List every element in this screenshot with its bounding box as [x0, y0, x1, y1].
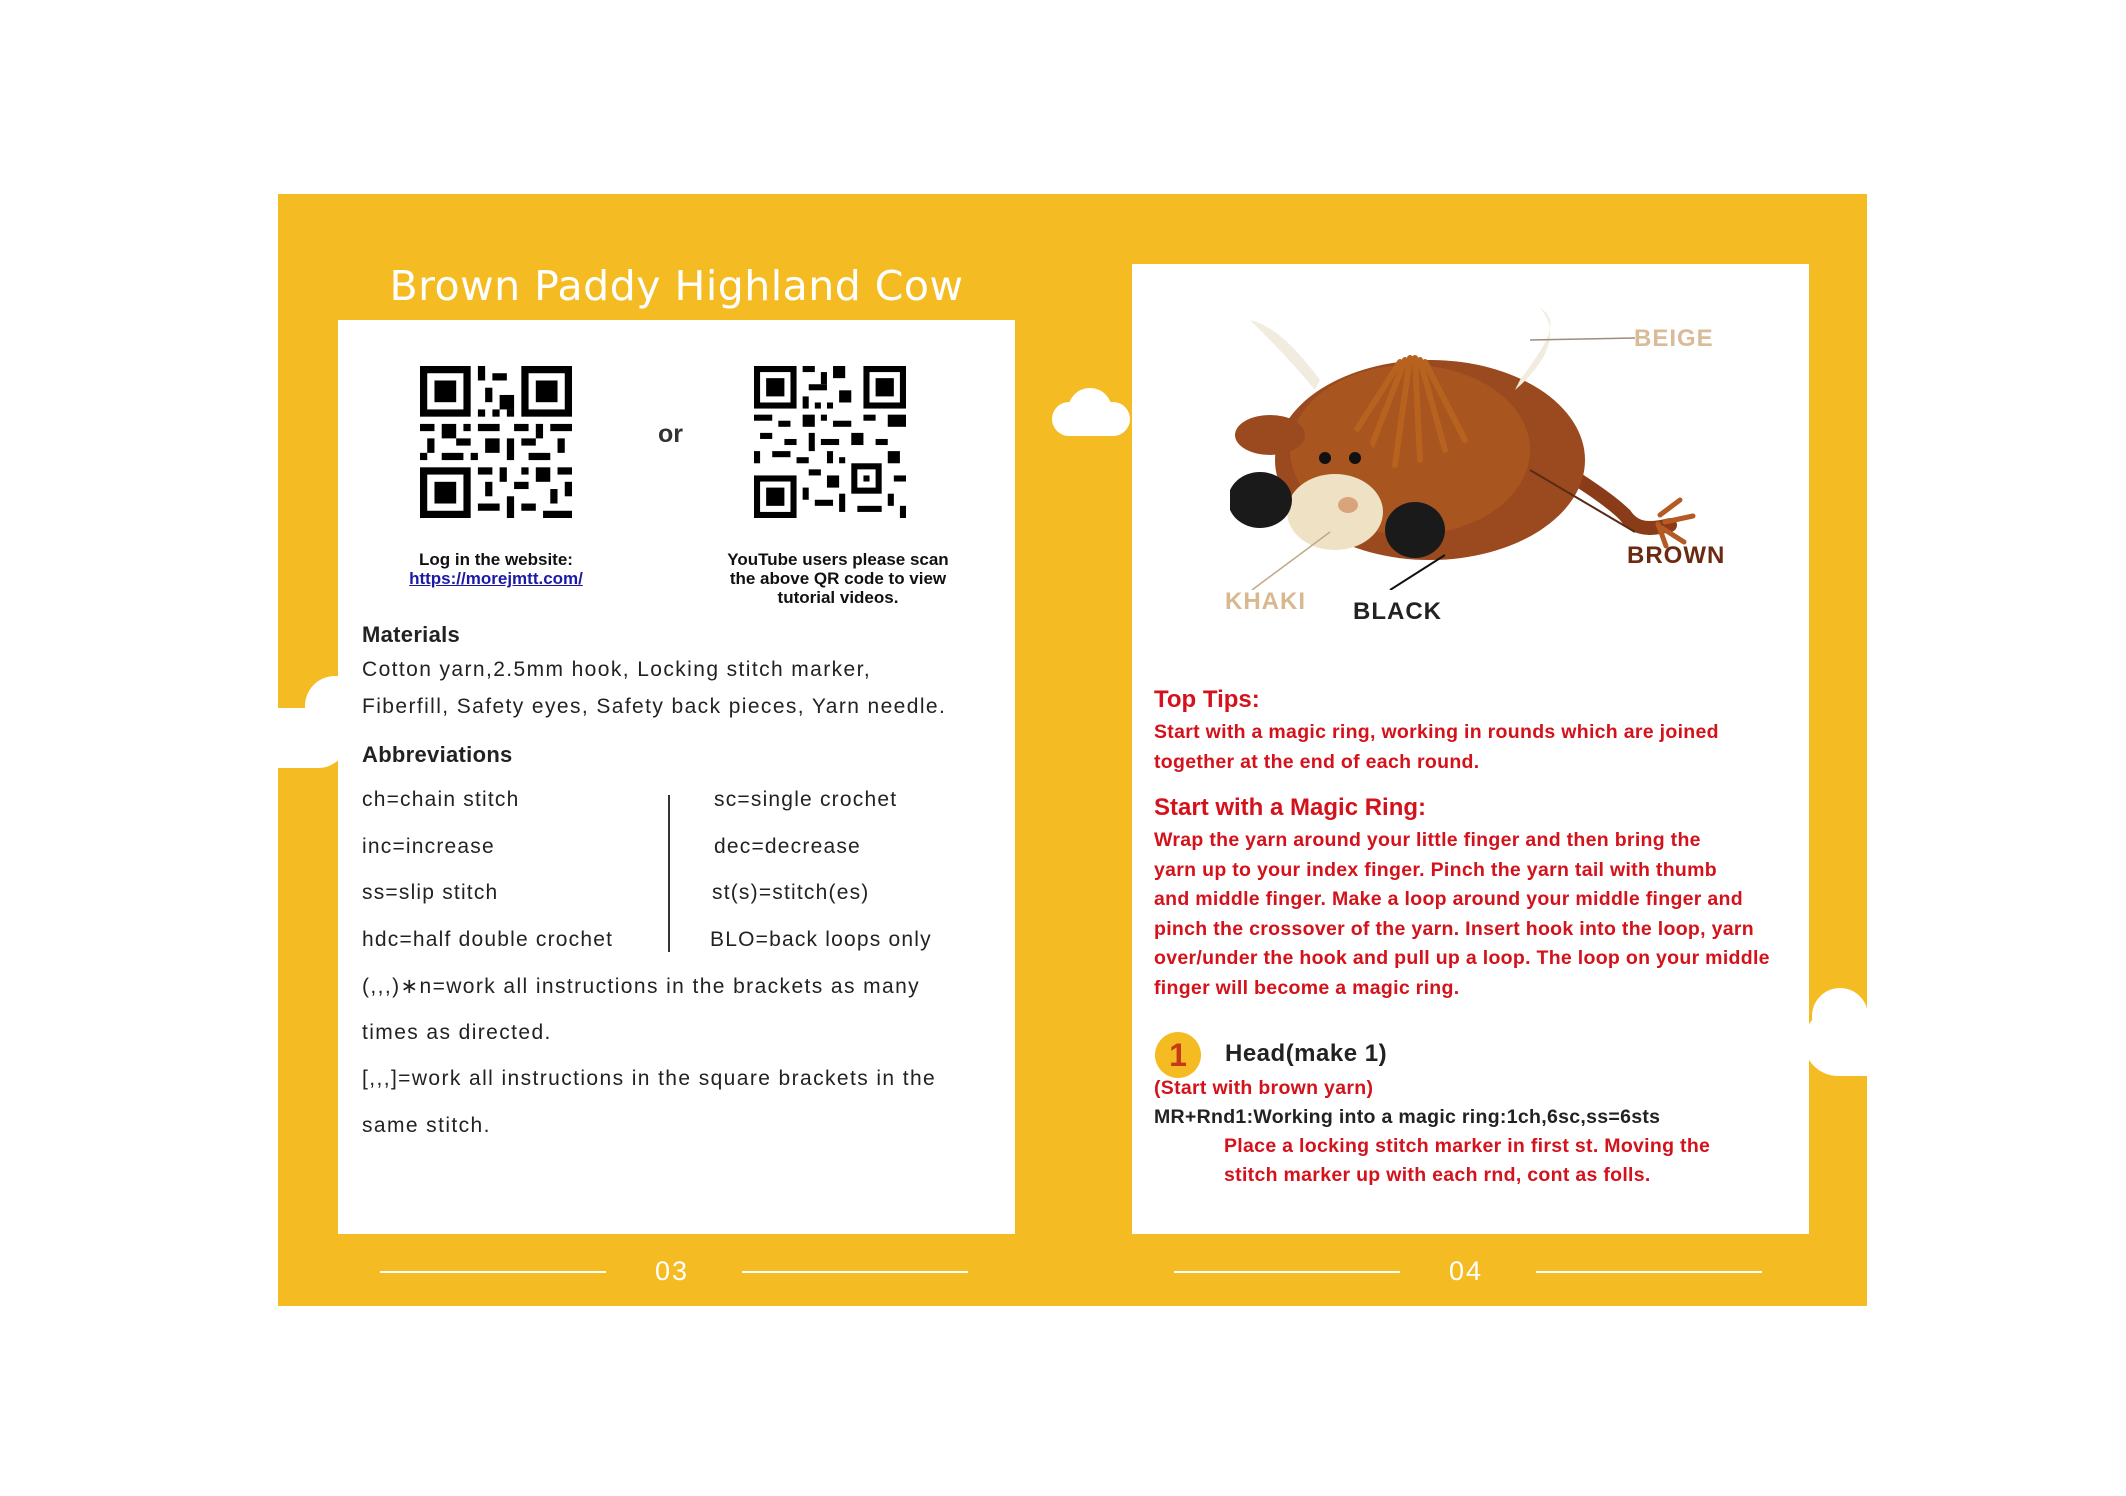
step-note: (Start with brown yarn) [1154, 1077, 1374, 1099]
notes-line: [,,,]=work all instructions in the square brackets in the [362, 1067, 937, 1090]
round-1-instruction: MR+Rnd1:Working into a magic ring:1ch,6sc,ss=6sts [1154, 1106, 1661, 1128]
youtube-caption-line: the above QR code to view [729, 569, 947, 588]
step-number-badge: 1 [1155, 1032, 1201, 1078]
abbreviation-item: inc=increase [362, 835, 495, 858]
website-link[interactable]: https://morejmtt.com/ [409, 569, 583, 588]
abbreviation-item: sc=single crochet [714, 788, 898, 811]
magic-ring-line: finger will become a magic ring. [1154, 976, 1460, 999]
youtube-caption-line: tutorial videos. [777, 588, 899, 607]
magic-ring-line: and middle finger. Make a loop around your middle finger and [1154, 888, 1743, 910]
khaki-label: KHAKI [1225, 588, 1306, 615]
brown-label: BROWN [1627, 542, 1726, 569]
cloud-center-decoration-puff [1068, 388, 1112, 432]
qr-or-label: or [658, 420, 683, 448]
top-tips-line: together at the end of each round. [1154, 750, 1480, 773]
round-1-note-line: Place a locking stitch marker in first st. Moving the [1224, 1135, 1711, 1157]
youtube-caption-line: YouTube users please scan [727, 550, 949, 569]
notes-line: same stitch. [362, 1114, 491, 1137]
magic-ring-heading: Start with a Magic Ring: [1154, 794, 1427, 821]
magic-ring-line: Wrap the yarn around your little finger and then bring the [1154, 829, 1701, 851]
round-1-note-line: stitch marker up with each rnd, cont as folls. [1224, 1164, 1651, 1186]
website-qr-code-icon[interactable] [420, 366, 572, 518]
notes-line: times as directed. [362, 1021, 552, 1044]
youtube-caption [688, 550, 988, 607]
page-number-left: 03 [655, 1256, 690, 1286]
abbreviation-item: st(s)=stitch(es) [712, 881, 870, 904]
abbreviation-item: dec=decrease [714, 835, 861, 858]
website-caption [346, 550, 646, 588]
step-title: Head(make 1) [1225, 1040, 1388, 1067]
magic-ring-line: pinch the crossover of the yarn. Insert hook into the loop, yarn [1154, 917, 1754, 940]
footer-rule-right [742, 1271, 968, 1273]
footer-rule-left [1174, 1271, 1400, 1273]
abbreviation-item: ch=chain stitch [362, 788, 520, 811]
abbreviation-item: hdc=half double crochet [362, 928, 614, 951]
abbreviation-item: ss=slip stitch [362, 881, 499, 904]
black-label: BLACK [1353, 598, 1442, 625]
materials-heading: Materials [362, 622, 461, 647]
magic-ring-line: yarn up to your index finger. Pinch the yarn tail with thumb [1154, 858, 1717, 881]
top-tips-line: Start with a magic ring, working in rounds which are joined [1154, 721, 1719, 743]
top-tips-text [1154, 718, 1804, 777]
materials-line: Cotton yarn,2.5mm hook, Locking stitch marker, [362, 658, 872, 681]
magic-ring-text [1154, 826, 1804, 1003]
footer-rule-right [1536, 1271, 1762, 1273]
magic-ring-line: over/under the hook and pull up a loop. The loop on your middle [1154, 947, 1770, 969]
page-title: Brown Paddy Highland Cow [389, 262, 964, 310]
abbreviations-divider [668, 795, 670, 952]
page-number-right: 04 [1449, 1256, 1484, 1286]
top-tips-heading: Top Tips: [1154, 686, 1260, 713]
youtube-qr-code-icon[interactable] [754, 366, 906, 518]
beige-label: BEIGE [1634, 325, 1714, 352]
footer-rule-left [380, 1271, 606, 1273]
website-caption-label: Log in the website: [419, 550, 573, 569]
abbreviation-item: BLO=back loops only [710, 928, 932, 951]
notes-line: (,,,)∗n=work all instructions in the brackets as many [362, 975, 921, 998]
abbreviations-heading: Abbreviations [362, 742, 513, 767]
materials-line: Fiberfill, Safety eyes, Safety back pieces, Yarn needle. [362, 695, 947, 718]
cloud-right-decoration-puff [1812, 988, 1868, 1044]
